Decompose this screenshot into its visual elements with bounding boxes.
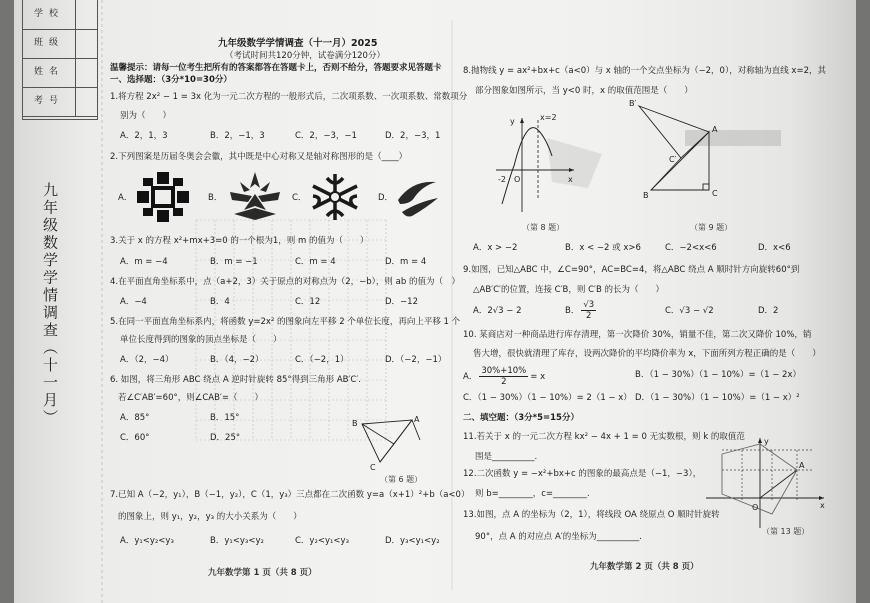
question-5-cont: 单位长度得到的图象的顶点坐标是（ ） xyxy=(120,335,282,345)
figure-label: O xyxy=(514,175,521,184)
question-6: 6. 如图，将三角形 ABC 绕点 A 逆时针旋转 85°得到三角形 AB′C′. xyxy=(110,375,361,385)
figure-caption: （第 8 题） xyxy=(522,223,565,232)
question-11: 11.若关于 x 的一元二次方程 kx² − 4x + 1 = 0 无实数根，则 k 的取值范 xyxy=(463,432,745,442)
option-d: D． xyxy=(378,193,394,203)
option-b: B．（1 − 30%）（1 − 10%）=（1 − 2x） xyxy=(635,370,801,380)
exam-title: 九年级数学学情调查（十一月）2025 xyxy=(218,38,378,49)
info-label: 考号 xyxy=(23,87,76,116)
option-b: B． xyxy=(208,193,223,203)
section-heading: 二、填空题：（3分*5=15分） xyxy=(463,413,579,423)
fraction xyxy=(479,366,528,387)
figure-label: C xyxy=(712,189,718,198)
option-b: B．15° xyxy=(210,413,240,423)
question-8: 8.抛物线 y = ax²+bx+c（a<0）与 x 轴的一个交点坐标为（−2，0），对称轴为直线 x=2，其 xyxy=(463,66,826,76)
fraction-denominator: 2 xyxy=(501,377,507,387)
option-a: A．−4 xyxy=(120,297,147,307)
figure-6 xyxy=(350,410,432,472)
option-c: C．12 xyxy=(295,297,321,307)
question-6-cont: 若∠C′AB′=60°，则∠CAB′=（ ） xyxy=(118,393,264,403)
question-1-cont: 别为（ ） xyxy=(120,111,172,121)
question-7-cont: 的图象上，则 y₁，y₂，y₃ 的大小关系为（ ） xyxy=(118,512,302,522)
question-12-cont: 则 b=________，c=________. xyxy=(475,489,590,499)
option-a: A．2√3 − 2 xyxy=(473,306,522,316)
figure-label: x xyxy=(568,175,573,184)
equation-rhs: = x xyxy=(530,372,546,382)
page-footer: 九年数学第 1 页（共 8 页） xyxy=(208,568,317,578)
emblem-b-image xyxy=(226,170,284,224)
option-a: A．85° xyxy=(120,413,150,423)
option-c: C．−2<x<6 xyxy=(665,243,717,253)
option-b: B．（4，−2） xyxy=(210,355,264,365)
fraction-numerator: 30%+10% xyxy=(481,366,527,376)
figure-label: A xyxy=(799,461,805,470)
figure-label: y xyxy=(764,437,769,446)
figure-label: x xyxy=(820,501,825,510)
option-a: A．x > −2 xyxy=(473,243,518,253)
figure-caption: （第 13 题） xyxy=(762,527,810,536)
question-5: 5.在同一平面直角坐标系内，将函数 y=2x² 的图象向左平移 2 个单位长度，再向上平移 1 个 xyxy=(110,317,461,327)
question-1: 1.将方程 2x² − 1 = 3x 化为一元二次方程的一般形式后，二次项系数、一次项系数、常数项分 xyxy=(110,92,468,102)
vertical-exam-title: 九年级数学学情调查（十一月） xyxy=(41,182,59,427)
option-label: A． xyxy=(463,372,478,382)
option-c: C．60° xyxy=(120,433,150,443)
figure-label: y xyxy=(510,117,515,126)
info-label: 学校 xyxy=(23,0,76,29)
option-d: D．（−2，−1） xyxy=(385,355,447,365)
option-d: D．x<6 xyxy=(758,243,791,253)
option-c: C．2，−3，−1 xyxy=(295,131,357,141)
fraction-denominator: 2 xyxy=(586,311,592,321)
exam-subtitle: （考试时间共120分钟，试卷满分120分） xyxy=(225,51,385,61)
option-d: D．−12 xyxy=(385,297,418,307)
question-8-cont: 部分图象如图所示，当 y<0 时，x 的取值范围是（ ） xyxy=(475,86,693,96)
option-c: C．m = 4 xyxy=(295,257,336,267)
option-b xyxy=(565,300,598,321)
figure-label: C xyxy=(370,463,376,472)
option-d: D．y₃<y₁<y₂ xyxy=(385,536,440,546)
figure-label: B′ xyxy=(629,99,637,108)
option-b: B．x < −2 或 x>6 xyxy=(565,243,641,253)
figure-label: B xyxy=(643,191,649,200)
option-b: B．4 xyxy=(210,297,230,307)
question-9: 9.如图，已知△ABC 中，∠C=90°，AC=BC=4，将△ABC 绕点 A 顺时针方向旋转60°到 xyxy=(463,265,800,275)
option-d: D．m = 4 xyxy=(385,257,427,267)
figure-label: B xyxy=(352,419,358,428)
question-9-cont: △AB′C′的位置，连接 C′B，则 C′B 的长为（ ） xyxy=(473,285,664,295)
page-footer: 九年数学第 2 页（共 8 页） xyxy=(590,562,699,572)
figure-label: A xyxy=(712,125,718,134)
option-label: B． xyxy=(565,306,580,316)
option-c: C．√3 − √2 xyxy=(665,306,714,316)
option-a: A． xyxy=(118,193,133,203)
emblem-a-image xyxy=(135,170,191,224)
option-a: A．（2，−4） xyxy=(120,355,174,365)
option-a: A．2，1，3 xyxy=(120,131,168,141)
option-a: A．y₁<y₂<y₃ xyxy=(120,536,174,546)
emblem-c-image xyxy=(307,170,363,224)
figure-caption: （第 9 题） xyxy=(690,223,733,232)
fraction-numerator: √3 xyxy=(583,300,595,310)
figure-label: A xyxy=(414,415,420,424)
option-d: D．25° xyxy=(210,433,241,443)
section-heading: 一、选择题：（3分*10=30分） xyxy=(110,75,232,85)
option-b: B．2，−1，3 xyxy=(210,131,265,141)
figure-label: -2 xyxy=(498,175,506,184)
question-13-cont: 90°，点 A 的对应点 A′的坐标为__________. xyxy=(475,532,642,542)
option-b: B．y₁<y₃<y₂ xyxy=(210,536,264,546)
question-11-cont: 围是__________. xyxy=(475,452,538,462)
info-label: 姓名 xyxy=(23,58,76,87)
question-10: 10. 某商店对一种商品进行库存清理，第一次降价 30%，销量不佳，第二次又降价 10%，销 xyxy=(463,330,812,340)
option-c: C．（1 − 30%）（1 − 10%）= 2（1 − x） xyxy=(463,393,632,403)
option-a: A．m = −4 xyxy=(120,257,168,267)
question-3: 3.关于 x 的方程 x²+mx+3=0 的一个根为1，则 m 的值为（ ） xyxy=(110,236,369,246)
figure-label: C′ xyxy=(669,155,677,164)
question-12: 12.二次函数 y = −x²+bx+c 的图象的最高点是（−1，−3）， xyxy=(463,469,702,479)
emblem-d-image xyxy=(392,172,442,222)
background-grid xyxy=(196,220,388,442)
option-d: D．（1 − 30%）（1 − 10%）=（1 − x）² xyxy=(635,393,800,403)
figure-label: O xyxy=(752,503,759,512)
question-4: 4.在平面直角坐标系中，点（a+2，3）关于原点的对称点为（2，−b），则 ab 的值为（ ） xyxy=(110,277,460,287)
figure-caption: （第 6 题） xyxy=(380,475,423,484)
option-b: B．m = −1 xyxy=(210,257,258,267)
option-c: C．y₂<y₁<y₃ xyxy=(295,536,349,546)
figure-8 xyxy=(492,108,612,216)
question-2: 2.下列图案是历届冬奥会会徽，其中既是中心对称又是轴对称图形的是（____） xyxy=(110,152,408,162)
notice: 温馨提示：请每一位考生把所有的答案都答在答题卡上，否则不给分，答题要求见答题卡 xyxy=(110,63,442,73)
fraction xyxy=(581,300,596,321)
question-7: 7.已知 A（−2，y₁），B（−1，y₂），C（1，y₃）三点都在二次函数 y=a（x+1）²+b（a<0） xyxy=(110,490,470,500)
info-label: 班级 xyxy=(23,29,76,58)
question-13: 13.如图，点 A 的坐标为（2，1），将线段 OA 绕原点 O 顺时针旋转 xyxy=(463,510,720,520)
option-d: D．2 xyxy=(758,306,779,316)
option-d: D．2，−3，1 xyxy=(385,131,441,141)
figure-13 xyxy=(702,434,830,530)
question-10-cont: 售大增，很快就清理了库存，设两次降价的平均降价率为 x，下面所列方程正确的是（ ） xyxy=(473,349,821,359)
option-c: C． xyxy=(292,193,307,203)
option-c: C．（−2，1） xyxy=(295,355,349,365)
figure-9 xyxy=(625,96,785,208)
figure-label: x=2 xyxy=(540,113,557,122)
option-a xyxy=(463,366,545,387)
